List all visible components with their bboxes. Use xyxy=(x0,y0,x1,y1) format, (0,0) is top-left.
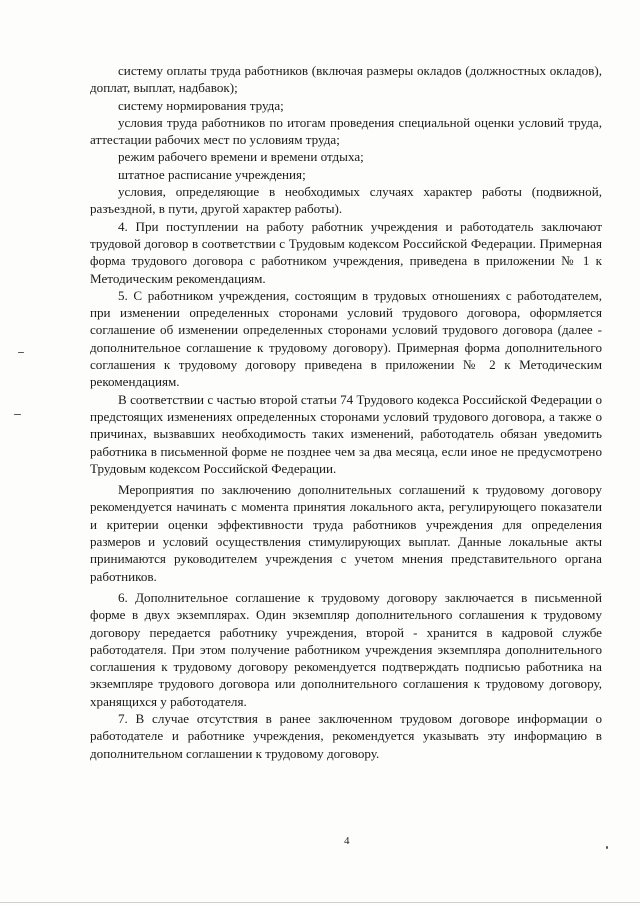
page-number: 4 xyxy=(344,835,350,847)
paragraph-work-schedule: режим рабочего времени и времени отдыха; xyxy=(118,149,364,165)
scan-speck-left-1 xyxy=(18,352,24,353)
paragraph-item-7: 7. В случае отсутствия в ранее заключенном трудовом договоре информации о работодателе и работнике учреждения, рекомендуется указывать эту информацию в дополнительном соглашении к трудовому договору. xyxy=(90,710,602,761)
paragraph-work-conditions: условия труда работников по итогам проведения специальной оценки условий труда, аттестации рабочих мест по условиям труда; xyxy=(90,114,602,148)
paragraph-staff-schedule: штатное расписание учреждения; xyxy=(118,166,306,182)
paragraph-measures: Мероприятия по заключению дополнительных соглашений к трудовому договору рекомендуется начинать с момента принятия локального акта, регулирующего показатели и критерии оценки эффективности труда работников учреждения для определения размеров и условий осуществления стимулирующих выплат. Данные локальные акты принимаются руководителем учреждения с учетом мнения представительного органа работников. xyxy=(90,482,602,584)
paragraph-labor-norms: систему нормирования труда; xyxy=(118,97,284,113)
paragraph-item-6: 6. Дополнительное соглашение к трудовому договору заключается в письменной форме в двух экземплярах. Один экземпляр дополнительного соглашения к трудовому договору передается работнику учреждения, второй - хранится в кадровой службе работодателя. При этом получение работником учреждения экземпляра дополнительного соглашения к трудовому договору рекомендуется подтверждать подписью работника на экземпляре трудового договора или дополнительного соглашения к трудовому договору, хранящихся у работодателя. xyxy=(90,589,602,709)
scan-speck-left-2 xyxy=(14,414,21,415)
paragraph-pay-system: систему оплаты труда работников (включая размеры окладов (должностных окладов), доплат, выплат, надбавок); xyxy=(90,63,602,96)
paragraph-article-74: В соответствии с частью второй статьи 74 Трудового кодекса Российской Федерации о предстоящих изменениях определенных сторонами условий трудового договора, а также о причинах, вызвавших необходимость таких изменений, работодатель обязан уведомить работника в письменной форме не позднее чем за два месяца, если иное не предусмотрено Трудовым кодексом Российской Федерации. xyxy=(90,391,602,476)
paragraph-work-character: условия, определяющие в необходимых случаях характер работы (подвижной, разъездной, в пути, другой характер работы). xyxy=(90,184,602,217)
document-body xyxy=(90,62,602,762)
scan-edge-line xyxy=(0,902,640,903)
scan-speck-right xyxy=(606,846,608,849)
paragraph-item-5: 5. С работником учреждения, состоящим в трудовых отношениях с работодателем, при изменении определенных сторонами условий трудового договора, оформляется соглашение об изменении определенных сторонами условий трудового договора (далее - дополнительное соглашение к трудовому договору). Примерная форма дополнительного соглашения к трудовому договору приведена в приложении № 2 к Методическим рекомендациям. xyxy=(90,287,602,390)
paragraph-item-4: 4. При поступлении на работу работник учреждения и работодатель заключают трудовой договор в соответствии с Трудовым кодексом Российской Федерации. Примерная форма трудового договора с работником учреждения, приведена в приложении № 1 к Методическим рекомендациям. xyxy=(90,218,602,286)
